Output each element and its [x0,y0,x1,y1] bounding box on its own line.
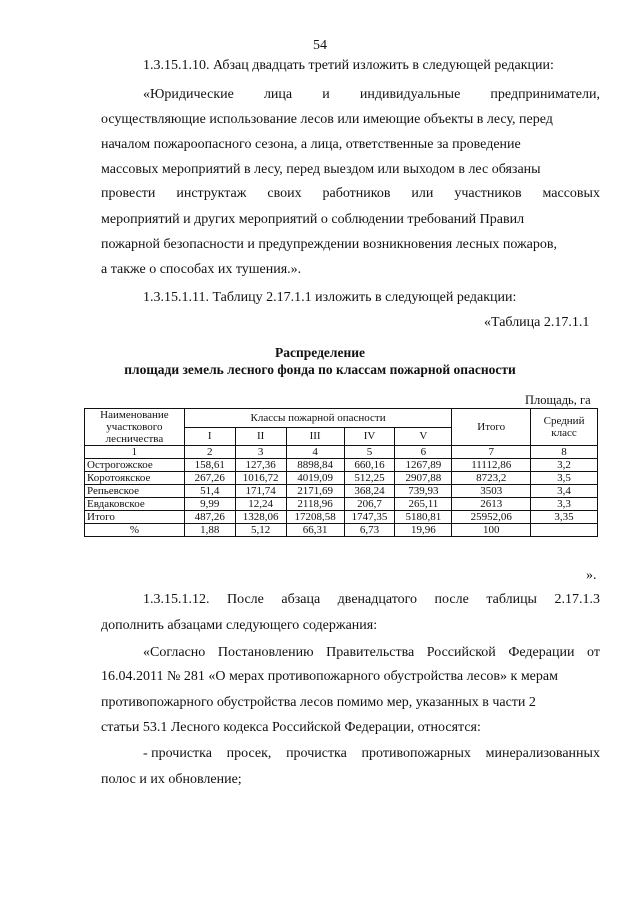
cell: 1,88 [184,524,235,537]
word: 2.17.1.3 [554,592,600,607]
cell: 100 [452,524,531,537]
header-name: Наименование участкового лесничества [85,409,185,446]
p1-line-6: мероприятий и других мероприятий о соблюдении требований Правил [101,212,525,227]
word: предприниматели, [490,87,600,102]
cell: 171,74 [235,485,286,498]
amendment-heading-2: 1.3.15.1.11. Таблицу 2.17.1.1 изложить в следующей редакции: [143,290,517,305]
table-row [85,485,598,498]
cell: 2907,88 [395,472,452,485]
cell: 2171,69 [286,485,344,498]
word: просек, [226,746,272,761]
cell: 3,5 [531,472,598,485]
table-closing-quote: ». [586,568,597,583]
cell: 1747,35 [344,511,395,524]
word: После [227,592,264,607]
cell: Итого [85,511,185,524]
header-average: Средний класс [531,409,598,446]
word: своих [267,186,302,201]
table-title: Распределение [274,345,366,360]
cell: 1328,06 [235,511,286,524]
word: «Юридические [143,87,234,102]
class-label: V [395,427,452,446]
cell: 2118,96 [286,498,344,511]
p1-line-5 [101,186,600,202]
p3-line-6: статьи 53.1 Лесного кодекса Российской Федерации, относятся: [101,720,481,735]
table-label: «Таблица 2.17.1.1 [484,315,590,330]
word: инструктаж [176,186,247,201]
cell: 17208,58 [286,511,344,524]
word: работников [322,186,391,201]
table-column-number-row [85,446,598,459]
class-label: IV [344,427,395,446]
column-number: 7 [452,446,531,459]
cell: 3,3 [531,498,598,511]
cell: 9,99 [184,498,235,511]
page-number: 54 [313,38,327,53]
word: двенадцатого [337,592,418,607]
word: провести [101,186,156,201]
cell: 1267,89 [395,459,452,472]
cell: 8723,2 [452,472,531,485]
cell: 660,16 [344,459,395,472]
word: абзаца [281,592,321,607]
cell [531,524,598,537]
word: лица [263,87,293,102]
table-row [85,472,598,485]
header-total: Итого [452,409,531,446]
cell: Репьевское [85,485,185,498]
cell: 11112,86 [452,459,531,472]
word: - прочистка [143,746,212,761]
table-unit: Площадь, га [525,393,591,407]
word: противопожарных [361,746,471,761]
cell: 4019,09 [286,472,344,485]
cell: 19,96 [395,524,452,537]
cell: 3,2 [531,459,598,472]
column-number: 6 [395,446,452,459]
word: и [322,87,330,102]
table-subtitle: площади земель лесного фонда по классам пожарной опасности [124,362,516,377]
cell: 25952,06 [452,511,531,524]
word: Постановлению [217,645,314,660]
p3-line-3 [143,645,600,661]
cell: 2613 [452,498,531,511]
column-number: 5 [344,446,395,459]
word: таблицы [486,592,537,607]
cell: Евдаковское [85,498,185,511]
word: от [587,645,600,660]
cell: 265,11 [395,498,452,511]
p1-line-8: а также о способах их тушения.». [101,262,302,277]
cell: 512,25 [344,472,395,485]
cell: 51,4 [184,485,235,498]
p1-line-4: массовых мероприятий в лесу, перед выездом или выходом в лес обязаны [101,162,541,177]
word: индивидуальные [359,87,461,102]
cell: 1016,72 [235,472,286,485]
p3-line-7 [143,746,600,762]
word: прочистка [286,746,347,761]
p1-line-7: пожарной безопасности и предупреждении возникновения лесных пожаров, [101,237,557,252]
table-percent-row [85,524,598,537]
class-label: II [235,427,286,446]
word: массовых [542,186,600,201]
amendment-heading-1: 1.3.15.1.10. Абзац двадцать третий изложить в следующей редакции: [143,58,554,73]
word: 1.3.15.1.12. [143,592,210,607]
word: минерализованных [485,746,600,761]
cell: 3503 [452,485,531,498]
p3-line-4: 16.04.2011 № 281 «О мерах противопожарного обустройства лесов» к мерам [101,669,558,684]
column-number: 1 [85,446,185,459]
p1-line-2: осуществляющие использование лесов или имеющие объекты в лесу, перед [101,112,553,127]
header-classes: Классы пожарной опасности [184,409,452,428]
fire-class-table [84,408,598,537]
cell: 267,26 [184,472,235,485]
table-row [85,498,598,511]
word: участников [454,186,522,201]
cell: 206,7 [344,498,395,511]
cell: Острогожское [85,459,185,472]
class-label: I [184,427,235,446]
column-number: 8 [531,446,598,459]
cell: 127,36 [235,459,286,472]
cell: 6,73 [344,524,395,537]
column-number: 2 [184,446,235,459]
word: Федерации [508,645,575,660]
p1-line-1 [143,87,600,103]
cell: 5,12 [235,524,286,537]
table-row [85,459,598,472]
word: Правительства [326,645,415,660]
word: «Согласно [143,645,206,660]
cell: 66,31 [286,524,344,537]
cell: 3,35 [531,511,598,524]
p3-line-1 [143,592,600,608]
column-number: 4 [286,446,344,459]
table-total-row [85,511,598,524]
cell: 368,24 [344,485,395,498]
class-label: III [286,427,344,446]
p1-line-3: началом пожароопасного сезона, а лица, ответственные за проведение [101,137,521,152]
cell: 8898,84 [286,459,344,472]
cell: 487,26 [184,511,235,524]
cell: 158,61 [184,459,235,472]
cell: Коротоякское [85,472,185,485]
word: после [434,592,469,607]
table-header-row [85,409,598,428]
cell: % [85,524,185,537]
word: Российской [426,645,496,660]
cell: 739,93 [395,485,452,498]
cell: 12,24 [235,498,286,511]
cell: 3,4 [531,485,598,498]
column-number: 3 [235,446,286,459]
cell: 5180,81 [395,511,452,524]
word: или [411,186,434,201]
p3-line-8: полос и их обновление; [101,772,242,787]
p3-line-5: противопожарного обустройства лесов помимо мер, указанных в части 2 [101,695,536,710]
p3-line-2: дополнить абзацами следующего содержания: [101,618,378,633]
